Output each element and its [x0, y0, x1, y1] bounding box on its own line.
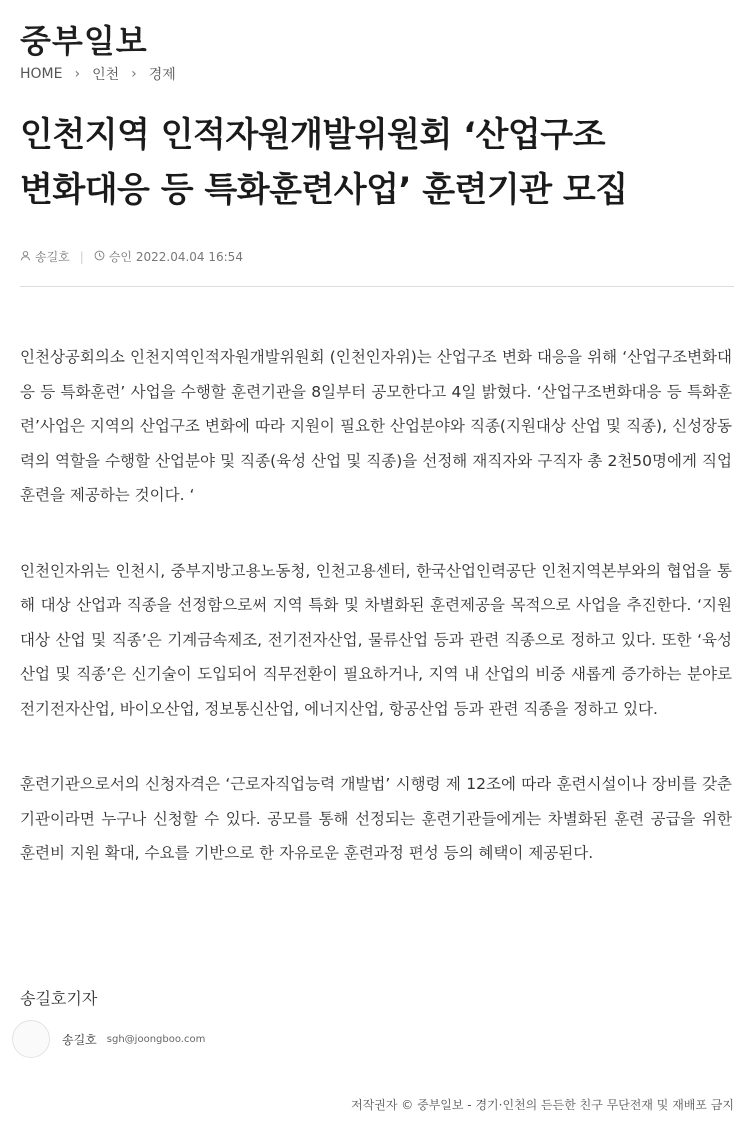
copyright-notice: 저작권자 © 중부일보 - 경기·인천의 든든한 친구 무단전재 및 재배포 금지: [351, 1098, 734, 1112]
meta-divider: |: [79, 249, 84, 264]
article-title-line1: 인천지역 인적자원개발위원회 ‘산업구조: [20, 115, 605, 155]
author-name[interactable]: 송길호: [62, 1032, 97, 1047]
chevron-right-icon: ›: [74, 66, 81, 82]
author-card: [12, 1020, 205, 1058]
avatar[interactable]: [12, 1020, 50, 1058]
article-meta: [20, 248, 243, 265]
article-paragraph-2: 인천인자위는 인천시, 중부지방고용노동청, 인천고용센터, 한국산업인력공단 인천지역본부와의 협업을 통해 대상 산업과 직종을 선정함으로써 지역 특화 및 차별화된 훈련제공을 목적으로 사업을 추진한다. ‘지원대상 산업 및 직종’은 기계금속제조, 전기전자산업, 물류산업 등과 관련 직종으로 정하고 있다. 또한 ‘육성 산업 및 직종’은 신기술이 도입되어 직무전환이 필요하거나, 지역 내 산업의 비중 새롭게 증가하는 분야로 전기전자산업, 바이오산업, 정보통신산업, 에너지산업, 항공산업 등과 관련 직종을 정하고 있다.: [20, 561, 732, 718]
header-divider: [20, 286, 734, 287]
site-logo[interactable]: 중부일보: [20, 22, 148, 60]
clock-icon: [94, 250, 105, 264]
breadcrumb-incheon[interactable]: 인천: [92, 67, 120, 83]
article-paragraph-1: 인천상공회의소 인천지역인적자원개발위원회 (인천인자위)는 산업구조 변화 대응을 위해 ‘산업구조변화대응 등 특화훈련’ 사업을 수행할 훈련기관을 8일부터 공모한다고 4일 밝혔다. ‘산업구조변화대응 등 특화훈련’사업은 지역의 산업구조 변화에 따라 지원이 필요한 산업분야와 직종(지원대상 산업 및 직종), 신성장동력의 역할을 수행할 산업분야 및 직종(육성 산업 및 직종)을 선정해 재직자와 구직자 총 2천50명에게 직업훈련을 제공하는 것이다. ‘: [20, 348, 732, 504]
approved-label: 승인: [108, 250, 133, 264]
chevron-right-icon: ›: [131, 66, 137, 82]
author-email[interactable]: sgh@joongboo.com: [106, 1033, 206, 1045]
article-body: [20, 340, 732, 912]
breadcrumb: [20, 64, 176, 84]
breadcrumb-economy[interactable]: 경제: [148, 67, 176, 83]
person-icon: [20, 250, 31, 264]
article-datetime: 2022.04.04 16:54: [135, 249, 243, 264]
article-title: [20, 108, 730, 218]
breadcrumb-home[interactable]: HOME: [20, 66, 63, 82]
article-title-line2: 변화대응 등 특화훈련사업’ 훈련기관 모집: [20, 170, 628, 210]
article-paragraph-3: 훈련기관으로서의 신청자격은 ‘근로자직업능력 개발법’ 시행령 제 12조에 따라 훈련시설이나 장비를 갖춘 기관이라면 누구나 신청할 수 있다. 공모를 통해 선정되는 훈련기관들에게는 차별화된 훈련 공급을 위한 훈련비 지원 확대, 수요를 기반으로 한 자유로운 훈련과정 편성 등의 혜택이 제공된다.: [20, 775, 732, 862]
article-author[interactable]: 송길호: [35, 250, 70, 264]
reporter-byline: 송길호기자: [20, 989, 98, 1008]
